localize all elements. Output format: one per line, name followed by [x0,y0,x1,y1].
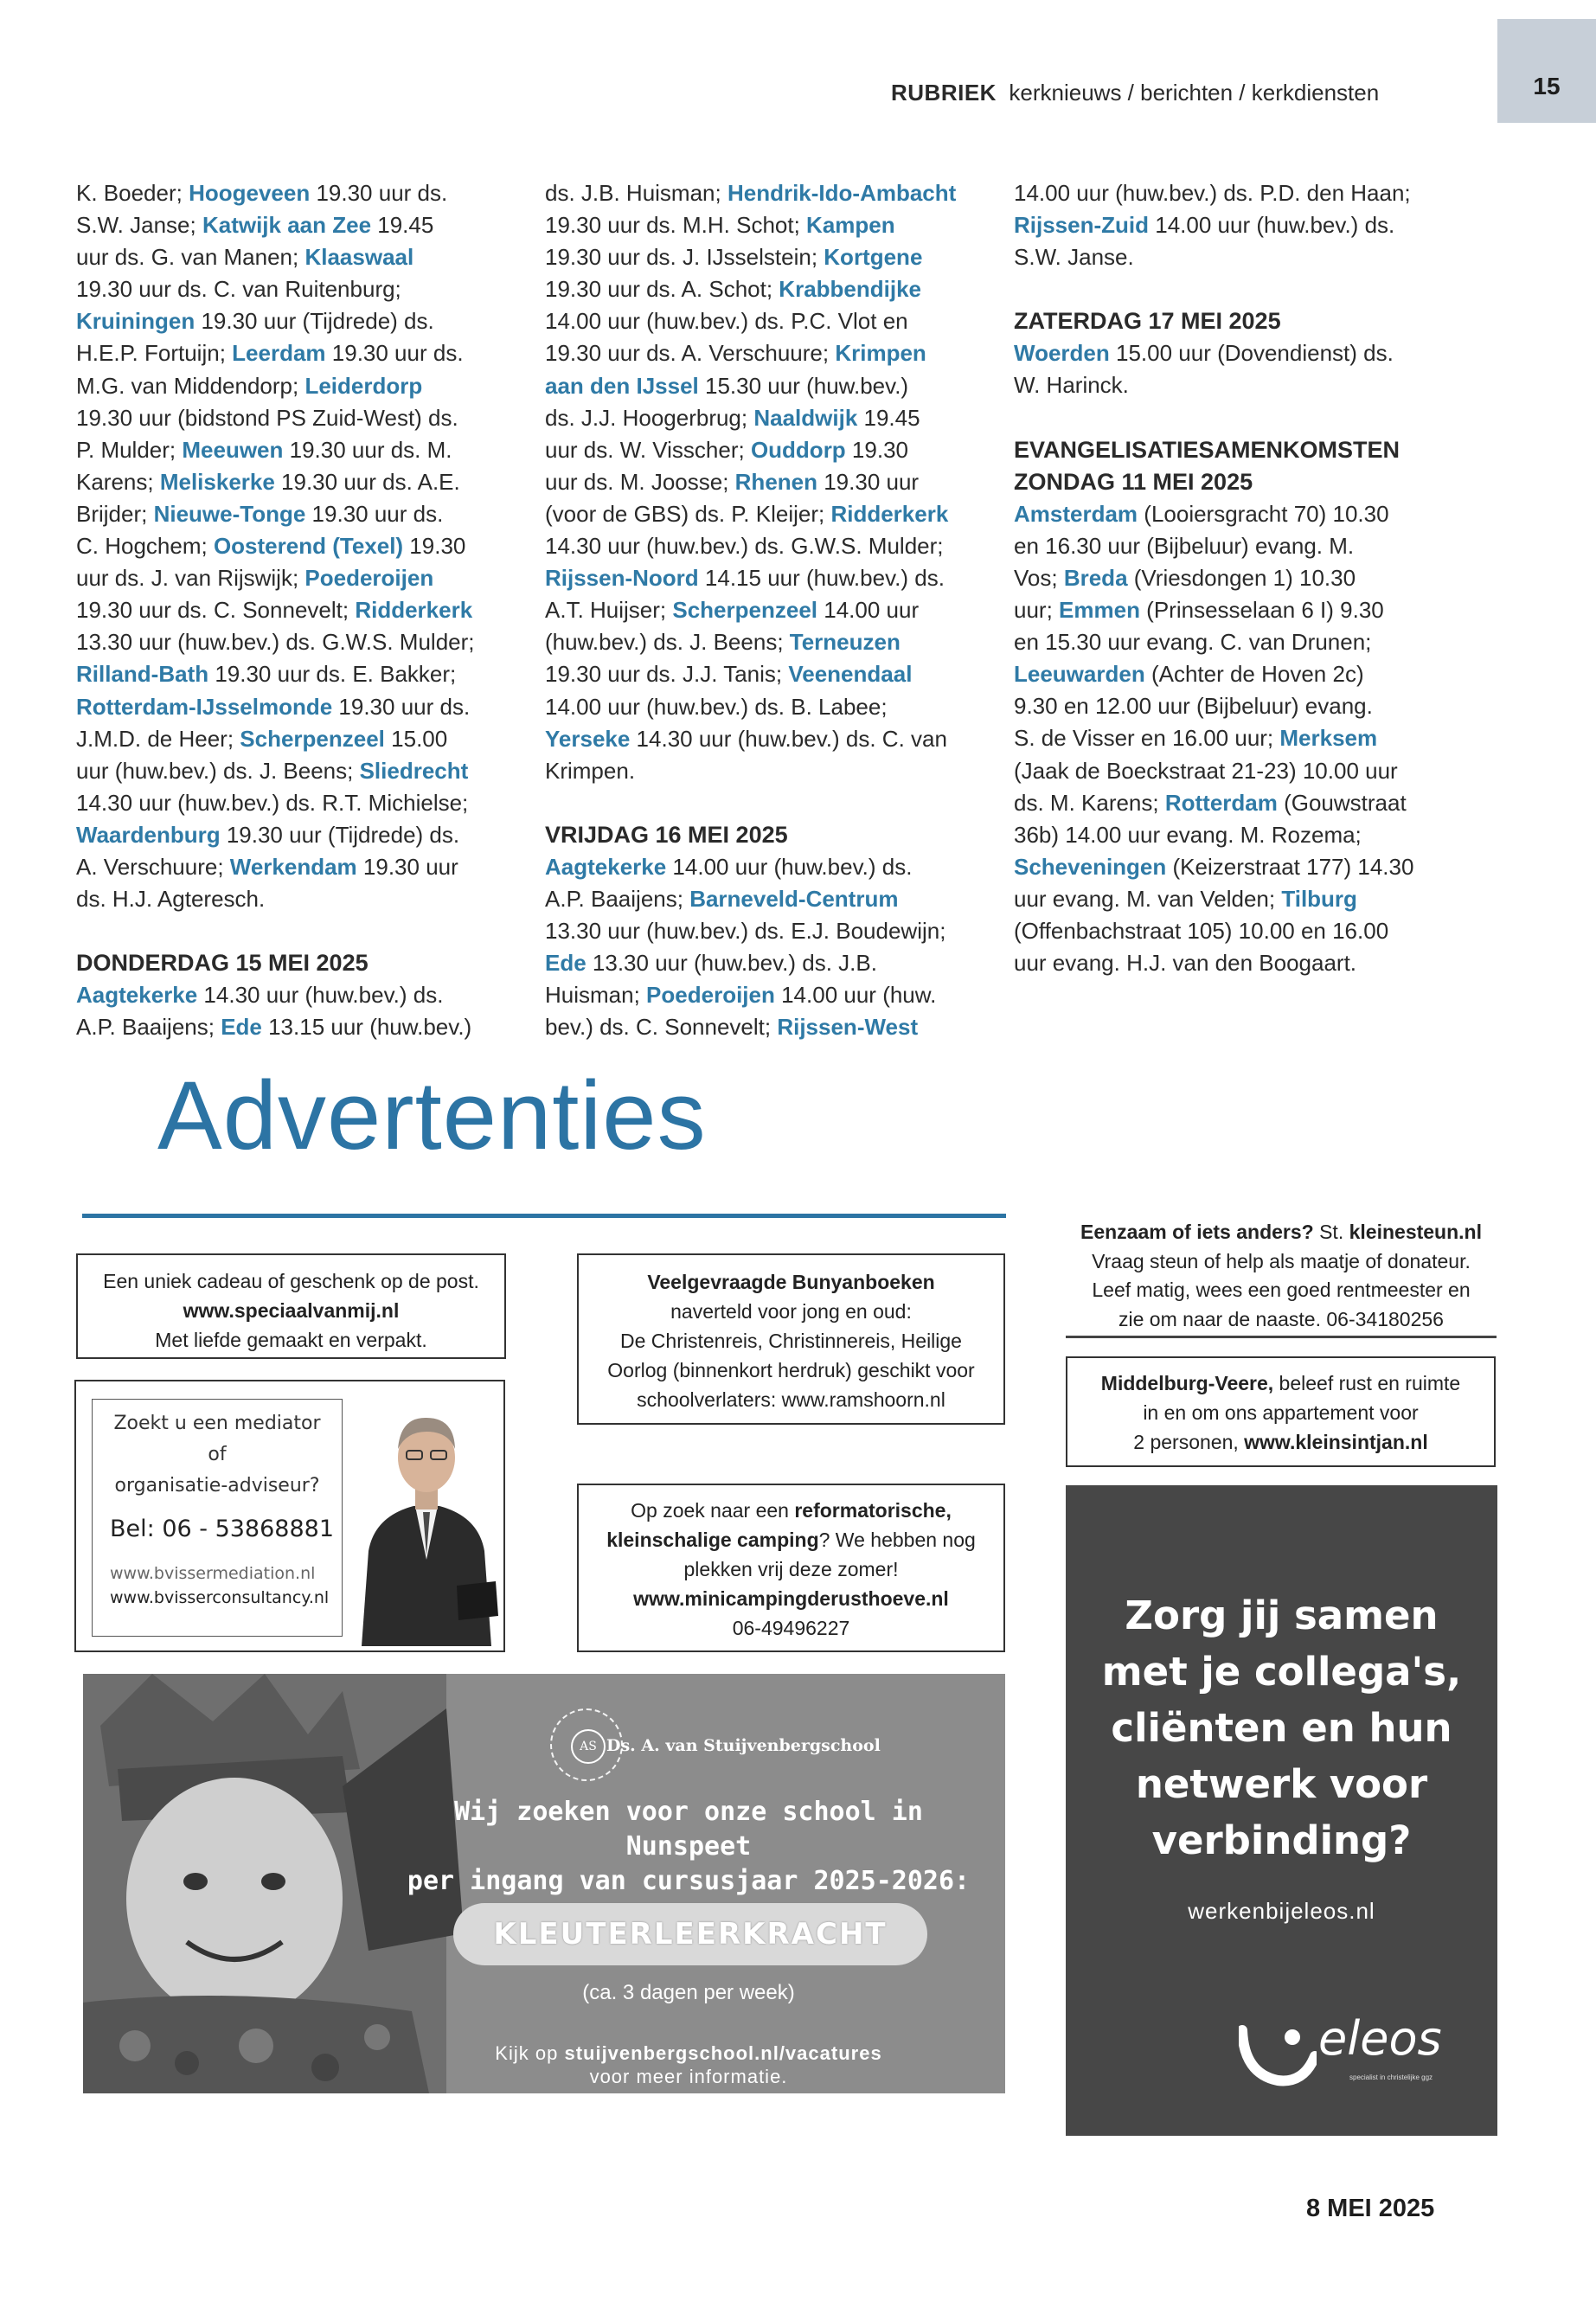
place-name: Woerden [1014,340,1110,367]
text-line: C. Hogchem; Oosterend (Texel) 19.30 [76,533,466,560]
place-name: Poederoijen [646,982,775,1009]
church-services-column-2 [545,177,982,1043]
text-line: 13.30 uur (huw.bev.) ds. E.J. Boudewijn; [545,918,946,945]
place-name: Ridderkerk [355,597,473,624]
ad-line: organisatie-adviseur? [114,1475,320,1497]
ad-line: Een uniek cadeau of geschenk op de post. [103,1270,479,1292]
text-line: Krimpen. [545,757,636,784]
text-line: (voor de GBS) ds. P. Kleijer; Ridderkerk [545,500,949,527]
text-line: Scheveningen (Keizerstraat 177) 14.30 [1014,853,1414,880]
text-line: Ede 13.30 uur (huw.bev.) ds. J.B. [545,950,877,977]
place-name: Krabbendijke [779,276,922,303]
text-line: Rotterdam-IJsselmonde 19.30 uur ds. [76,693,471,720]
text-line: Rijssen-Zuid 14.00 uur (huw.bev.) ds. [1014,212,1395,239]
school-name: Ds. A. van Stuijvenbergschool [606,1736,881,1755]
place-name: Katwijk aan Zee [202,212,372,239]
text-line: A.T. Huijser; Scherpenzeel 14.00 uur [545,597,920,624]
text-line: Huisman; Poederoijen 14.00 uur (huw. [545,982,937,1009]
school-logo-mark: AS [571,1729,606,1764]
ad-heading: Veelgevraagde Bunyanboeken [647,1271,935,1293]
place-name: Scherpenzeel [672,597,818,624]
text-line: uur ds. M. Joosse; Rhenen 19.30 uur [545,468,920,495]
ad-minicamping [577,1484,1005,1652]
ad-line: Eenzaam of iets anders? St. kleinesteun.nl [1080,1221,1482,1243]
place-name: Oosterend (Texel) [213,533,404,560]
mediator-portrait [353,1387,500,1646]
day-heading-friday: VRIJDAG 16 MEI 2025 [545,821,788,848]
place-name: Tilburg [1281,885,1357,912]
place-name: Scherpenzeel [240,725,385,752]
text-line: A.P. Baaijens; Barneveld-Centrum [545,885,899,912]
text-line: W. Harinck. [1014,372,1129,399]
text-line: 19.30 uur ds. J. IJsselstein; Kortgene [545,244,923,271]
ad-line: Op zoek naar een reformatorische, [631,1499,952,1522]
place-name: Yerseke [545,725,631,752]
text-line: 36b) 14.00 uur evang. M. Rozema; [1014,821,1362,848]
text-line: Rilland-Bath 19.30 uur ds. E. Bakker; [76,661,457,688]
place-name: Hendrik-Ido-Ambacht [727,180,957,206]
text-line: ds. J.B. Huisman; Hendrik-Ido-Ambacht [545,180,957,206]
place-name: Ouddorp [750,436,846,463]
text-line: Rijssen-Noord 14.15 uur (huw.bev.) ds. [545,565,945,592]
ad-line: in en om ons appartement voor [1143,1401,1419,1424]
place-name: Waardenburg [76,821,221,848]
text-line: aan den IJssel 15.30 uur (huw.bev.) [545,372,909,399]
text-line: A.P. Baaijens; Ede 13.15 uur (huw.bev.) [76,1014,472,1041]
ad-line: 06-49496227 [732,1617,850,1639]
place-name: Krimpen [835,340,926,367]
text-line: 14.00 uur (huw.bev.) ds. P.D. den Haan; [1014,180,1411,206]
vacancy-hours: (ca. 3 dagen per week) [582,1981,795,2004]
place-name: Scheveningen [1014,853,1167,880]
place-name: Kampen [806,212,895,239]
text-line: S.W. Janse. [1014,244,1134,271]
mediator-phone: Bel: 06 - 53868881 [110,1516,335,1542]
evangelisation-heading: EVANGELISATIESAMENKOMSTEN [1014,436,1401,463]
mediator-text-panel [92,1399,343,1637]
text-line: uur ds. J. van Rijswijk; Poederoijen [76,565,434,592]
text-line: uur evang. H.J. van den Boogaart. [1014,950,1357,977]
ad-line: naverteld voor jong en oud: [670,1300,912,1323]
text-line: en 15.30 uur evang. C. van Drunen; [1014,629,1372,656]
text-line: uur ds. W. Visscher; Ouddorp 19.30 [545,436,908,463]
ad-link: www.minicampingderusthoeve.nl [633,1587,949,1610]
issue-date: 8 MEI 2025 [1306,2195,1435,2222]
place-name: Amsterdam [1014,500,1138,527]
place-name: Rilland-Bath [76,661,209,688]
text-line: uur ds. G. van Manen; Klaaswaal [76,244,414,271]
text-line: 14.30 uur (huw.bev.) ds. G.W.S. Mulder; [545,533,944,560]
text-line: A. Verschuure; Werkendam 19.30 uur [76,853,458,880]
place-name: Werkendam [229,853,357,880]
place-name: Sliedrecht [359,757,469,784]
rubriek-label: RUBRIEK [891,80,997,106]
eleos-tagline: specialist in christelijke ggz [1349,2073,1433,2081]
text-line: uur; Emmen (Prinsesselaan 6 I) 9.30 [1014,597,1384,624]
place-name: Meeuwen [182,436,284,463]
text-line: J.M.D. de Heer; Scherpenzeel 15.00 [76,725,448,752]
text-line: uur (huw.bev.) ds. J. Beens; Sliedrecht [76,757,469,784]
text-line: Yerseke 14.30 uur (huw.bev.) ds. C. van [545,725,947,752]
ad-line: plekken vrij deze zomer! [683,1558,899,1580]
place-name: Veenendaal [788,661,913,688]
place-name: Merksem [1279,725,1378,752]
place-name: Klaaswaal [304,244,414,271]
text-line: K. Boeder; Hoogeveen 19.30 uur ds. [76,180,448,206]
day-heading-saturday: ZATERDAG 17 MEI 2025 [1014,308,1281,335]
ad-link: www.speciaalvanmij.nl [183,1299,400,1322]
vacancy-role-banner: KLEUTERLEERKRACHT [453,1903,927,1965]
place-name: Rotterdam [1164,789,1278,816]
advertisements-title: Advertenties [157,1061,707,1170]
ad-line: Met liefde gemaakt en verpakt. [155,1329,427,1351]
place-name: Naaldwijk [753,404,858,431]
eleos-logo-icon [1239,2022,1317,2091]
text-line: ds. J.J. Hoogerbrug; Naaldwijk 19.45 [545,404,920,431]
text-line: Vos; Breda (Vriesdongen 1) 10.30 [1014,564,1356,591]
text-line: 19.30 uur ds. C. van Ruitenburg; [76,276,401,303]
text-line: uur evang. M. van Velden; Tilburg [1014,885,1357,912]
ad-line: Vraag steun of help als maatje of donateur. [1092,1249,1471,1272]
mediator-website-2: www.bvisserconsultancy.nl [110,1588,330,1607]
text-line: 19.30 uur ds. C. Sonnevelt; Ridderkerk [76,597,473,624]
text-line: bev.) ds. C. Sonnevelt; Rijssen-West [545,1014,919,1041]
text-line: Karens; Meliskerke 19.30 uur ds. A.E. [76,468,460,495]
text-line: Amsterdam (Looiersgracht 70) 10.30 [1014,500,1389,527]
text-line: 19.30 uur ds. A. Verschuure; Krimpen [545,340,926,367]
eleos-brand: eleos [1318,2011,1442,2066]
text-line: 19.30 uur ds. J.J. Tanis; Veenendaal [545,661,913,688]
text-line: Aagtekerke 14.00 uur (huw.bev.) ds. [545,853,913,880]
place-name: Breda [1063,564,1128,591]
church-services-column-1 [76,177,513,1043]
text-line: S. de Visser en 16.00 uur; Merksem [1014,725,1378,752]
place-name: Meliskerke [159,468,275,495]
ad-line: Zoekt u een mediator [113,1413,321,1434]
church-services-column-3 [1014,177,1451,979]
place-name: Rijssen-Zuid [1014,212,1150,239]
text-line: P. Mulder; Meeuwen 19.30 uur ds. M. [76,436,452,463]
text-line: 19.30 uur (bidstond PS Zuid-West) ds. [76,404,458,431]
text-line: Leeuwarden (Achter de Hoven 2c) [1014,661,1364,688]
text-line: 13.30 uur (huw.bev.) ds. G.W.S. Mulder; [76,629,475,656]
school-headline: Wij zoeken voor onze school in Nunspeet per ingang van cursusjaar 2025-2026: [407,1797,971,1896]
place-name: Ede [545,950,586,977]
place-name: Hoogeveen [189,180,311,206]
ad-eleos [1066,1485,1497,2136]
text-line: (Offenbachstraat 105) 10.00 en 16.00 [1014,917,1389,944]
place-name: Aagtekerke [76,982,198,1009]
text-line: 19.30 uur ds. A. Schot; Krabbendijke [545,276,922,303]
place-name: Poederoijen [304,565,434,592]
place-name: Leiderdorp [304,372,423,399]
place-name: Leerdam [232,340,326,367]
day-heading-sunday: ZONDAG 11 MEI 2025 [1014,468,1253,495]
place-name: Rotterdam-IJsselmonde [76,693,333,720]
ad-line: Middelburg-Veere, beleef rust en ruimte [1100,1372,1461,1394]
page-number-tab [1497,19,1596,123]
text-line: Brijder; Nieuwe-Tonge 19.30 uur ds. [76,500,444,527]
text-line: 14.00 uur (huw.bev.) ds. P.C. Vlot en [545,308,908,335]
text-line: 14.30 uur (huw.bev.) ds. R.T. Michielse; [76,789,469,816]
ad-line: of [208,1444,227,1465]
place-name: Ede [221,1014,262,1041]
text-line: Kruiningen 19.30 uur (Tijdrede) ds. [76,308,434,335]
text-line: H.E.P. Fortuijn; Leerdam 19.30 uur ds. [76,340,464,367]
text-line: 19.30 uur ds. M.H. Schot; Kampen [545,212,895,239]
day-heading-thursday: DONDERDAG 15 MEI 2025 [76,950,369,977]
text-line: Waardenburg 19.30 uur (Tijdrede) ds. [76,821,460,848]
text-line: en 16.30 uur (Bijbeluur) evang. M. [1014,532,1355,559]
vacancy-link: stuijvenbergschool.nl/vacatures [564,2042,882,2064]
place-name: Kruiningen [76,308,195,335]
ad-line: 2 personen, www.kleinsintjan.nl [1133,1431,1428,1453]
ad-line: Oorlog (binnenkort herdruk) geschikt voor [607,1359,975,1381]
page-number: 15 [1533,73,1561,99]
place-name: Leeuwarden [1014,661,1145,688]
ad-kleinsintjan [1066,1356,1496,1467]
ad-bunyanboeken [577,1253,1005,1425]
text-line: S.W. Janse; Katwijk aan Zee 19.45 [76,212,434,239]
ad-line: De Christenreis, Christinnereis, Heilige [620,1330,962,1352]
place-name: Rhenen [734,468,817,495]
vacancy-cta: Kijk op stuijvenbergschool.nl/vacatures voor meer informatie. [495,2042,882,2087]
ad-line: zie om naar de naaste. 06-34180256 [1118,1307,1444,1330]
section-categories: kerknieuws / berichten / kerkdiensten [1009,80,1380,106]
ad-speciaalvanmij [76,1253,506,1359]
place-name: Emmen [1059,597,1140,624]
mediator-website-1: www.bvissermediation.nl [110,1564,316,1583]
place-name: Rijssen-Noord [545,565,699,592]
text-line: Woerden 15.00 uur (Dovendienst) ds. [1014,340,1394,367]
ad-mediator [74,1380,505,1652]
place-name: Nieuwe-Tonge [153,500,306,527]
text-line: M.G. van Middendorp; Leiderdorp [76,372,423,399]
text-line: ds. M. Karens; Rotterdam (Gouwstraat [1014,789,1407,816]
title-rule [82,1214,1006,1218]
place-name: aan den IJssel [545,372,699,399]
eleos-website: werkenbijeleos.nl [1188,1898,1375,1924]
place-name: Ridderkerk [830,500,949,527]
ad-stuijvenbergschool [83,1674,1005,2093]
text-line: 9.30 en 12.00 uur (Bijbeluur) evang. [1014,693,1373,720]
place-name: Kortgene [824,244,923,271]
ad-line: schoolverlaters: www.ramshoorn.nl [637,1388,945,1411]
place-name: Rijssen-West [777,1014,919,1041]
ad-line: kleinschalige camping? We hebben nog [606,1529,976,1551]
text-line: 14.00 uur (huw.bev.) ds. B. Labee; [545,693,888,720]
place-name: Terneuzen [789,629,901,656]
text-line: (Jaak de Boeckstraat 21-23) 10.00 uur [1014,757,1398,784]
text-line: Aagtekerke 14.30 uur (huw.bev.) ds. [76,982,444,1009]
ad-line: Leef matig, wees een goed rentmeester en [1092,1279,1471,1301]
text-line: ds. H.J. Agteresch. [76,886,266,913]
section-header [891,80,1379,106]
eleos-question: Zorg jij samen met je collega's, cliënten en hun netwerk voor verbinding? [1101,1593,1462,1863]
text-line: (huw.bev.) ds. J. Beens; Terneuzen [545,629,901,656]
place-name: Aagtekerke [545,853,667,880]
ad-kleinesteun [1066,1218,1497,1338]
place-name: Barneveld-Centrum [689,885,899,912]
